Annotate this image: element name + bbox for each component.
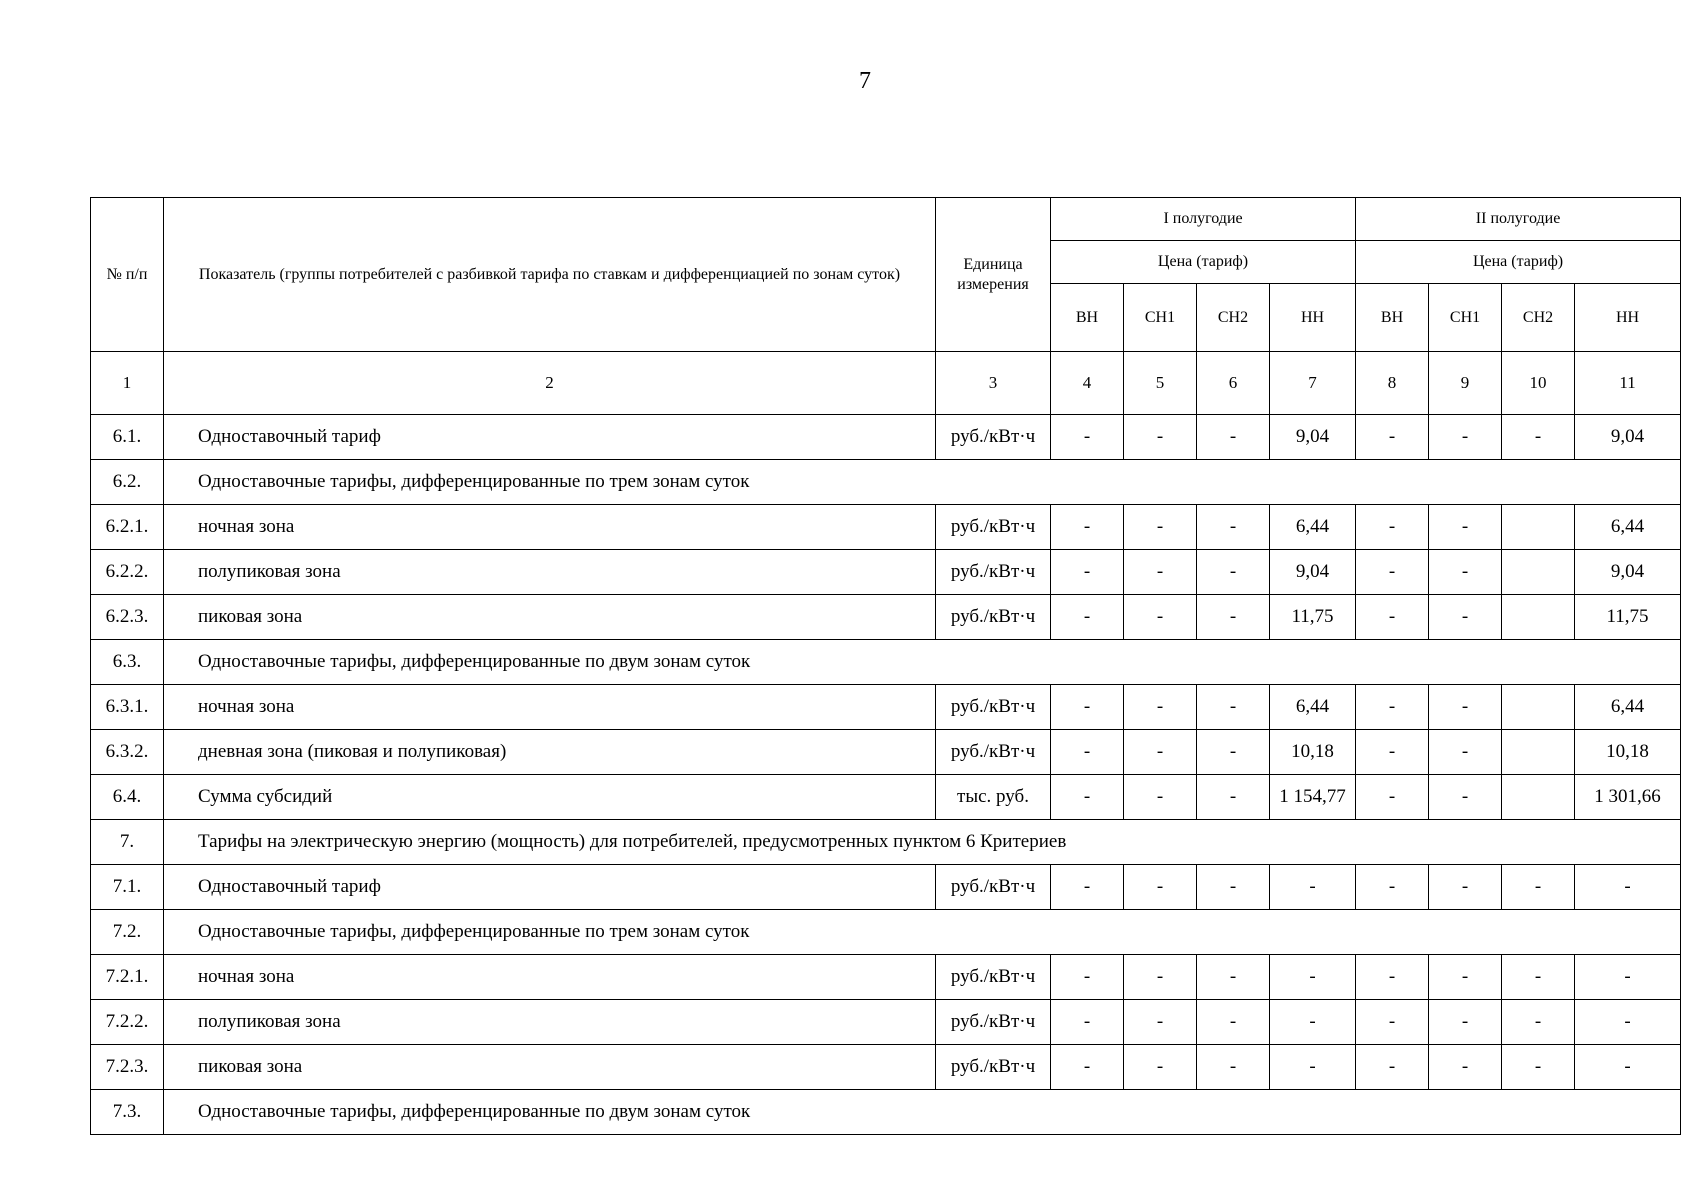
price-cell: 6,44 (1575, 685, 1681, 730)
price-cell: - (1356, 955, 1429, 1000)
row-number: 6.3.1. (91, 685, 164, 730)
table-row (91, 955, 1681, 1000)
header-level: НН (1575, 284, 1681, 352)
header-half1: I полугодие (1051, 198, 1356, 241)
price-cell: - (1502, 1045, 1575, 1090)
row-unit: руб./кВт·ч (936, 1045, 1051, 1090)
row-number: 6.4. (91, 775, 164, 820)
column-number: 7 (1270, 352, 1356, 415)
price-cell: - (1124, 1045, 1197, 1090)
price-cell: - (1429, 730, 1502, 775)
price-cell: 6,44 (1575, 505, 1681, 550)
price-cell: - (1197, 685, 1270, 730)
price-cell: 11,75 (1270, 595, 1356, 640)
price-cell: - (1575, 1045, 1681, 1090)
row-indicator: ночная зона (164, 955, 936, 1000)
row-unit: руб./кВт·ч (936, 415, 1051, 460)
price-cell: 9,04 (1575, 550, 1681, 595)
table-row (91, 865, 1681, 910)
row-unit: руб./кВт·ч (936, 505, 1051, 550)
column-number: 10 (1502, 352, 1575, 415)
row-indicator: Одноставочные тарифы, дифференцированные по трем зонам суток (164, 460, 1681, 505)
column-number: 11 (1575, 352, 1681, 415)
price-cell: - (1270, 1045, 1356, 1090)
row-indicator: дневная зона (пиковая и полупиковая) (164, 730, 936, 775)
row-unit: руб./кВт·ч (936, 685, 1051, 730)
price-cell: - (1197, 550, 1270, 595)
price-cell: - (1502, 955, 1575, 1000)
row-number: 7.3. (91, 1090, 164, 1135)
header-level: СН1 (1429, 284, 1502, 352)
price-cell: - (1356, 685, 1429, 730)
row-indicator: полупиковая зона (164, 550, 936, 595)
price-cell: - (1270, 1000, 1356, 1045)
price-cell: - (1270, 955, 1356, 1000)
column-number-row (91, 352, 1681, 415)
row-number: 6.2. (91, 460, 164, 505)
price-cell: - (1356, 730, 1429, 775)
row-unit: руб./кВт·ч (936, 865, 1051, 910)
price-cell: - (1124, 775, 1197, 820)
price-cell: - (1429, 685, 1502, 730)
price-cell: 1 301,66 (1575, 775, 1681, 820)
row-indicator: Одноставочный тариф (164, 865, 936, 910)
price-cell: - (1124, 550, 1197, 595)
price-cell: - (1356, 865, 1429, 910)
price-cell: - (1429, 505, 1502, 550)
price-cell: - (1051, 730, 1124, 775)
row-indicator: Тарифы на электрическую энергию (мощность) для потребителей, предусмотренных пунктом 6 Критериев (164, 820, 1681, 865)
price-cell: - (1051, 550, 1124, 595)
price-cell: - (1356, 1045, 1429, 1090)
price-cell: - (1429, 595, 1502, 640)
price-cell: - (1124, 505, 1197, 550)
price-cell: - (1051, 505, 1124, 550)
tariff-table (90, 197, 1681, 1135)
price-cell (1502, 685, 1575, 730)
price-cell: - (1356, 550, 1429, 595)
table-row (91, 730, 1681, 775)
price-cell: - (1502, 415, 1575, 460)
table-row (91, 910, 1681, 955)
price-cell: - (1197, 865, 1270, 910)
price-cell: - (1124, 685, 1197, 730)
price-cell: - (1197, 505, 1270, 550)
header-level: НН (1270, 284, 1356, 352)
price-cell: - (1051, 1045, 1124, 1090)
table-row (91, 1045, 1681, 1090)
price-cell: 6,44 (1270, 505, 1356, 550)
price-cell: - (1051, 1000, 1124, 1045)
row-number: 7.2.3. (91, 1045, 164, 1090)
price-cell: 9,04 (1270, 415, 1356, 460)
row-number: 7.2.2. (91, 1000, 164, 1045)
header-num: № п/п (91, 198, 164, 352)
price-cell: - (1124, 1000, 1197, 1045)
price-cell: 10,18 (1575, 730, 1681, 775)
table-header (91, 198, 1681, 415)
price-cell: - (1051, 685, 1124, 730)
price-cell: - (1429, 955, 1502, 1000)
price-cell: - (1124, 415, 1197, 460)
price-cell: - (1429, 775, 1502, 820)
table-row (91, 820, 1681, 865)
price-cell: - (1575, 955, 1681, 1000)
header-unit: Единица измерения (936, 198, 1051, 352)
price-cell: - (1575, 865, 1681, 910)
price-cell: - (1197, 1045, 1270, 1090)
price-cell: 1 154,77 (1270, 775, 1356, 820)
column-number: 2 (164, 352, 936, 415)
price-cell (1502, 775, 1575, 820)
price-cell: - (1124, 865, 1197, 910)
header-level: СН2 (1197, 284, 1270, 352)
price-cell: 11,75 (1575, 595, 1681, 640)
row-indicator: Одноставочные тарифы, дифференцированные по двум зонам суток (164, 640, 1681, 685)
table-row (91, 685, 1681, 730)
price-cell: - (1124, 955, 1197, 1000)
page-number: 7 (859, 68, 871, 94)
row-number: 7. (91, 820, 164, 865)
price-cell: - (1124, 730, 1197, 775)
header-level: ВН (1356, 284, 1429, 352)
price-cell: - (1197, 955, 1270, 1000)
column-number: 8 (1356, 352, 1429, 415)
price-cell (1502, 505, 1575, 550)
header-price2: Цена (тариф) (1356, 241, 1681, 284)
row-indicator: Одноставочный тариф (164, 415, 936, 460)
row-indicator: Одноставочные тарифы, дифференцированные по двум зонам суток (164, 1090, 1681, 1135)
row-number: 6.3.2. (91, 730, 164, 775)
row-number: 6.2.3. (91, 595, 164, 640)
price-cell: - (1197, 415, 1270, 460)
price-cell (1502, 730, 1575, 775)
price-cell: - (1051, 415, 1124, 460)
price-cell: - (1197, 595, 1270, 640)
table-row (91, 640, 1681, 685)
header-half2: II полугодие (1356, 198, 1681, 241)
header-level: СН1 (1124, 284, 1197, 352)
table-row (91, 595, 1681, 640)
price-cell (1502, 550, 1575, 595)
header-level: ВН (1051, 284, 1124, 352)
row-indicator: Сумма субсидий (164, 775, 936, 820)
column-number: 3 (936, 352, 1051, 415)
price-cell: - (1429, 1000, 1502, 1045)
price-cell: 9,04 (1270, 550, 1356, 595)
row-unit: руб./кВт·ч (936, 595, 1051, 640)
row-indicator: пиковая зона (164, 595, 936, 640)
price-cell: - (1356, 415, 1429, 460)
row-unit: руб./кВт·ч (936, 730, 1051, 775)
price-cell: - (1429, 550, 1502, 595)
price-cell: - (1051, 865, 1124, 910)
price-cell: - (1356, 1000, 1429, 1045)
table-row (91, 415, 1681, 460)
row-indicator: ночная зона (164, 505, 936, 550)
row-unit: тыс. руб. (936, 775, 1051, 820)
price-cell: 6,44 (1270, 685, 1356, 730)
row-unit: руб./кВт·ч (936, 550, 1051, 595)
table-body (91, 415, 1681, 1135)
price-cell: 9,04 (1575, 415, 1681, 460)
row-number: 6.1. (91, 415, 164, 460)
row-number: 6.3. (91, 640, 164, 685)
price-cell: - (1124, 595, 1197, 640)
table-row (91, 460, 1681, 505)
row-unit: руб./кВт·ч (936, 955, 1051, 1000)
header-indicator: Показатель (группы потребителей с разбивкой тарифа по ставкам и дифференциацией по зонам суток) (164, 198, 936, 352)
price-cell: - (1502, 865, 1575, 910)
price-cell: - (1197, 730, 1270, 775)
price-cell: - (1575, 1000, 1681, 1045)
price-cell: 10,18 (1270, 730, 1356, 775)
header-level: СН2 (1502, 284, 1575, 352)
price-cell: - (1429, 415, 1502, 460)
price-cell: - (1429, 1045, 1502, 1090)
column-number: 1 (91, 352, 164, 415)
row-indicator: Одноставочные тарифы, дифференцированные по трем зонам суток (164, 910, 1681, 955)
price-cell: - (1051, 955, 1124, 1000)
table-row (91, 775, 1681, 820)
row-number: 6.2.2. (91, 550, 164, 595)
price-cell: - (1197, 1000, 1270, 1045)
row-number: 7.2. (91, 910, 164, 955)
row-number: 7.1. (91, 865, 164, 910)
table-row (91, 505, 1681, 550)
price-cell: - (1429, 865, 1502, 910)
table-row (91, 1000, 1681, 1045)
row-indicator: полупиковая зона (164, 1000, 936, 1045)
row-indicator: ночная зона (164, 685, 936, 730)
column-number: 9 (1429, 352, 1502, 415)
price-cell: - (1051, 775, 1124, 820)
row-number: 6.2.1. (91, 505, 164, 550)
price-cell: - (1197, 775, 1270, 820)
table-row (91, 1090, 1681, 1135)
row-number: 7.2.1. (91, 955, 164, 1000)
column-number: 6 (1197, 352, 1270, 415)
table-row (91, 550, 1681, 595)
price-cell: - (1051, 595, 1124, 640)
row-unit: руб./кВт·ч (936, 1000, 1051, 1045)
price-cell: - (1356, 595, 1429, 640)
row-indicator: пиковая зона (164, 1045, 936, 1090)
price-cell: - (1356, 775, 1429, 820)
price-cell: - (1270, 865, 1356, 910)
column-number: 5 (1124, 352, 1197, 415)
price-cell: - (1502, 1000, 1575, 1045)
header-price1: Цена (тариф) (1051, 241, 1356, 284)
column-number: 4 (1051, 352, 1124, 415)
price-cell: - (1356, 505, 1429, 550)
price-cell (1502, 595, 1575, 640)
